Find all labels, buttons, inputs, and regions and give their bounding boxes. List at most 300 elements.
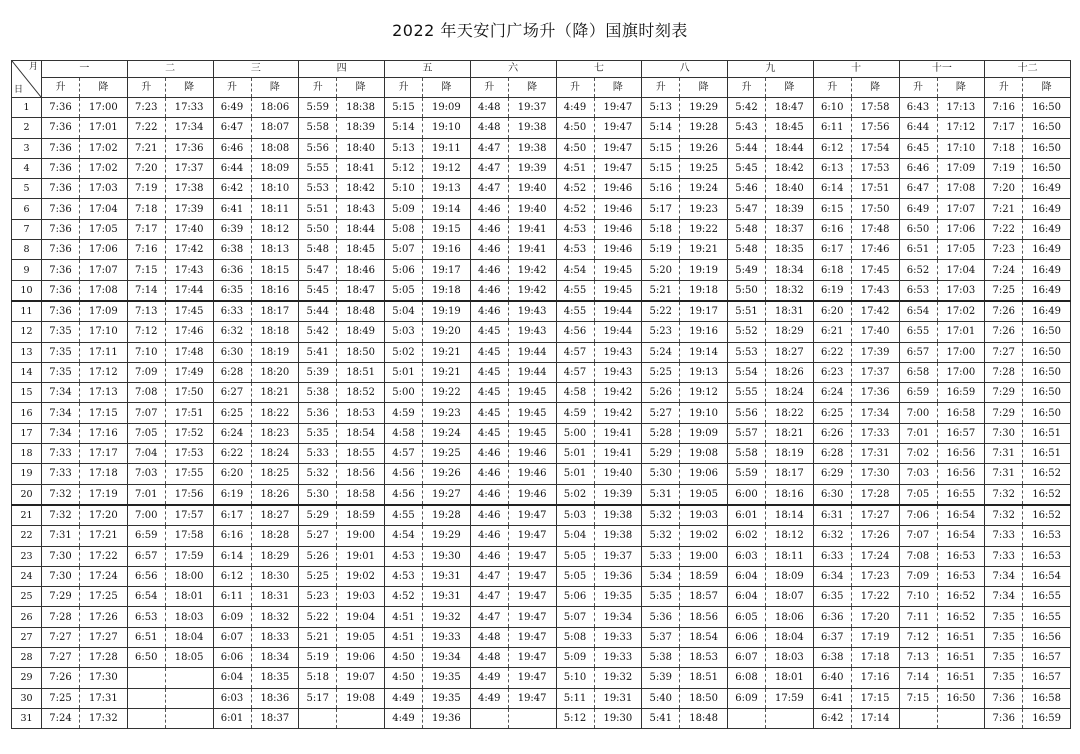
lower-time-cell: 19:47 [508, 627, 556, 647]
rise-time-cell: 5:55 [299, 158, 337, 178]
rise-time-cell: 4:47 [470, 138, 508, 158]
lower-time-cell: 17:57 [165, 505, 213, 526]
lower-time-cell: 16:50 [1023, 98, 1071, 118]
rise-time-cell: 5:07 [385, 240, 423, 260]
lower-time-cell: 19:43 [594, 342, 642, 362]
lower-time-cell: 19:10 [423, 118, 471, 138]
lower-time-cell: 17:02 [937, 301, 985, 322]
lower-time-cell: 17:49 [165, 362, 213, 382]
lower-time-cell: 16:50 [1023, 158, 1071, 178]
rise-time-cell: 4:52 [385, 587, 423, 607]
rise-time-cell: 5:06 [385, 260, 423, 280]
day-cell: 1 [12, 98, 42, 118]
lower-time-cell: 18:12 [251, 219, 299, 239]
lower-time-cell: 17:36 [165, 138, 213, 158]
rise-time-cell: 4:48 [470, 98, 508, 118]
rise-time-cell: 6:03 [728, 546, 766, 566]
lower-time-cell: 18:40 [337, 138, 385, 158]
lower-time-cell: 16:54 [937, 505, 985, 526]
table-row [12, 546, 1071, 566]
lower-time-cell: 19:12 [423, 158, 471, 178]
lower-time-cell: 18:22 [766, 403, 814, 423]
lower-time-cell: 19:28 [423, 505, 471, 526]
rise-time-cell: 5:55 [728, 383, 766, 403]
lower-time-cell: 19:46 [508, 444, 556, 464]
lower-time-cell: 19:44 [508, 362, 556, 382]
day-cell: 15 [12, 383, 42, 403]
lower-time-cell: 17:03 [937, 280, 985, 301]
lower-time-cell: 18:06 [251, 98, 299, 118]
rise-time-cell: 7:25 [42, 688, 80, 708]
lower-time-cell: 18:30 [251, 566, 299, 586]
rise-time-cell [899, 708, 937, 728]
lower-time-cell: 19:45 [594, 260, 642, 280]
page-title: 2022 年天安门广场升（降）国旗时刻表 [392, 21, 688, 40]
lower-time-cell: 18:06 [766, 607, 814, 627]
lower-time-cell: 17:13 [80, 383, 128, 403]
rise-time-cell: 5:39 [299, 362, 337, 382]
rise-time-cell: 5:15 [642, 158, 680, 178]
rise-time-cell: 4:53 [556, 240, 594, 260]
lower-time-cell: 18:17 [251, 301, 299, 322]
rise-time-cell: 7:13 [899, 648, 937, 668]
rise-time-cell: 7:36 [42, 260, 80, 280]
rise-time-cell: 4:55 [556, 301, 594, 322]
lower-time-cell: 17:34 [851, 403, 899, 423]
rise-time-cell: 4:45 [470, 383, 508, 403]
rise-time-cell: 7:36 [42, 240, 80, 260]
lower-time-cell: 17:56 [851, 118, 899, 138]
lower-time-cell: 18:50 [337, 342, 385, 362]
rise-subheader: 升 [127, 78, 165, 98]
lower-time-cell: 17:40 [851, 322, 899, 342]
day-cell: 5 [12, 179, 42, 199]
lower-time-cell: 19:33 [423, 627, 471, 647]
rise-subheader: 升 [470, 78, 508, 98]
lower-time-cell [337, 708, 385, 728]
rise-time-cell: 6:36 [813, 607, 851, 627]
rise-time-cell: 5:38 [642, 648, 680, 668]
lower-time-cell: 17:10 [80, 322, 128, 342]
lower-time-cell: 18:19 [766, 444, 814, 464]
rise-time-cell: 7:31 [42, 526, 80, 546]
rise-time-cell: 6:27 [213, 383, 251, 403]
lower-time-cell: 17:09 [80, 301, 128, 322]
rise-time-cell: 5:13 [385, 138, 423, 158]
rise-time-cell: 5:15 [385, 98, 423, 118]
rise-time-cell: 4:56 [385, 464, 423, 484]
lower-time-cell: 19:41 [594, 423, 642, 443]
rise-time-cell: 7:36 [42, 179, 80, 199]
lower-time-cell: 19:39 [508, 158, 556, 178]
rise-time-cell: 6:18 [813, 260, 851, 280]
month-header: 九 [728, 61, 814, 78]
rise-time-cell: 7:10 [899, 587, 937, 607]
rise-time-cell: 4:46 [470, 444, 508, 464]
rise-time-cell: 4:46 [470, 301, 508, 322]
rise-time-cell [728, 708, 766, 728]
lower-time-cell: 19:22 [680, 219, 728, 239]
rise-time-cell: 5:54 [728, 362, 766, 382]
table-row [12, 587, 1071, 607]
table-row [12, 118, 1071, 138]
table-row [12, 342, 1071, 362]
rise-time-cell: 4:54 [385, 526, 423, 546]
rise-time-cell: 6:35 [813, 587, 851, 607]
rise-time-cell: 6:17 [213, 505, 251, 526]
month-header: 十二 [985, 61, 1071, 78]
lower-time-cell: 18:45 [337, 240, 385, 260]
lower-time-cell: 16:50 [1023, 322, 1071, 342]
lower-time-cell: 19:29 [423, 526, 471, 546]
rise-time-cell: 6:59 [127, 526, 165, 546]
lower-time-cell: 19:46 [594, 179, 642, 199]
lower-subheader: 降 [423, 78, 471, 98]
lower-time-cell: 18:18 [251, 322, 299, 342]
lower-time-cell: 19:34 [594, 607, 642, 627]
lower-time-cell: 17:28 [851, 484, 899, 505]
rise-time-cell: 7:12 [127, 322, 165, 342]
rise-time-cell: 6:32 [813, 526, 851, 546]
lower-time-cell: 18:55 [337, 444, 385, 464]
lower-time-cell: 19:35 [423, 668, 471, 688]
lower-time-cell: 19:47 [594, 138, 642, 158]
rise-subheader: 升 [899, 78, 937, 98]
lower-time-cell: 16:51 [1023, 423, 1071, 443]
rise-time-cell: 4:47 [470, 607, 508, 627]
rise-time-cell: 6:45 [899, 138, 937, 158]
lower-time-cell: 17:16 [851, 668, 899, 688]
lower-time-cell: 19:46 [508, 464, 556, 484]
rise-time-cell: 7:05 [127, 423, 165, 443]
rise-time-cell: 7:09 [899, 566, 937, 586]
lower-time-cell: 17:11 [80, 342, 128, 362]
rise-time-cell: 6:38 [813, 648, 851, 668]
lower-time-cell: 17:22 [851, 587, 899, 607]
rise-time-cell: 6:47 [899, 179, 937, 199]
lower-time-cell: 17:43 [165, 260, 213, 280]
rise-time-cell: 4:51 [556, 158, 594, 178]
rise-time-cell: 7:05 [899, 484, 937, 505]
rise-time-cell: 4:54 [556, 260, 594, 280]
lower-time-cell: 18:48 [680, 708, 728, 728]
rise-time-cell: 7:03 [127, 464, 165, 484]
day-cell: 29 [12, 668, 42, 688]
rise-time-cell: 5:17 [299, 688, 337, 708]
lower-time-cell: 19:35 [423, 688, 471, 708]
rise-time-cell: 7:15 [127, 260, 165, 280]
rise-time-cell: 6:06 [728, 627, 766, 647]
rise-time-cell: 5:52 [728, 322, 766, 342]
rise-time-cell: 4:45 [470, 423, 508, 443]
lower-time-cell: 19:43 [594, 362, 642, 382]
lower-time-cell: 18:57 [680, 587, 728, 607]
lower-time-cell: 17:46 [851, 240, 899, 260]
lower-time-cell: 16:53 [1023, 546, 1071, 566]
lower-time-cell: 16:49 [1023, 260, 1071, 280]
lower-time-cell: 18:48 [337, 301, 385, 322]
rise-time-cell: 4:49 [556, 98, 594, 118]
rise-time-cell: 6:05 [728, 607, 766, 627]
rise-time-cell: 4:50 [556, 118, 594, 138]
rise-time-cell: 6:46 [899, 158, 937, 178]
lower-time-cell: 17:23 [851, 566, 899, 586]
rise-time-cell: 6:25 [813, 403, 851, 423]
lower-time-cell: 19:31 [423, 566, 471, 586]
lower-time-cell: 18:25 [251, 464, 299, 484]
lower-time-cell: 19:25 [423, 444, 471, 464]
rise-time-cell: 5:47 [299, 260, 337, 280]
day-cell: 3 [12, 138, 42, 158]
rise-time-cell: 7:30 [985, 423, 1023, 443]
rise-time-cell: 5:35 [299, 423, 337, 443]
rise-time-cell: 6:41 [213, 199, 251, 219]
lower-time-cell: 17:44 [165, 280, 213, 301]
lower-time-cell: 19:47 [508, 546, 556, 566]
lower-time-cell: 19:39 [594, 484, 642, 505]
rise-time-cell: 6:33 [813, 546, 851, 566]
rise-time-cell: 5:19 [642, 240, 680, 260]
rise-time-cell: 5:30 [642, 464, 680, 484]
rise-time-cell: 4:57 [385, 444, 423, 464]
day-cell: 16 [12, 403, 42, 423]
lower-time-cell: 18:26 [766, 362, 814, 382]
rise-subheader: 升 [556, 78, 594, 98]
lower-time-cell: 18:13 [251, 240, 299, 260]
rise-time-cell: 6:46 [213, 138, 251, 158]
rise-time-cell: 6:01 [728, 505, 766, 526]
rise-time-cell: 4:47 [470, 158, 508, 178]
rise-time-cell: 5:06 [556, 587, 594, 607]
lower-time-cell: 16:57 [1023, 668, 1071, 688]
lower-time-cell: 16:50 [1023, 342, 1071, 362]
lower-time-cell: 17:20 [851, 607, 899, 627]
month-header: 十一 [899, 61, 985, 78]
lower-time-cell: 17:21 [80, 526, 128, 546]
rise-time-cell: 7:22 [127, 118, 165, 138]
lower-time-cell: 18:21 [251, 383, 299, 403]
rise-time-cell: 6:09 [728, 688, 766, 708]
lower-time-cell: 19:34 [423, 648, 471, 668]
table-row [12, 708, 1071, 728]
rise-time-cell: 4:56 [385, 484, 423, 505]
lower-time-cell: 19:21 [680, 240, 728, 260]
rise-time-cell: 6:44 [899, 118, 937, 138]
lower-time-cell: 18:51 [680, 668, 728, 688]
day-cell: 12 [12, 322, 42, 342]
rise-time-cell: 5:42 [299, 322, 337, 342]
day-cell: 31 [12, 708, 42, 728]
lower-time-cell: 18:47 [766, 98, 814, 118]
lower-time-cell: 18:16 [766, 484, 814, 505]
day-cell: 27 [12, 627, 42, 647]
table-row [12, 627, 1071, 647]
rise-time-cell: 5:58 [728, 444, 766, 464]
lower-time-cell: 17:50 [165, 383, 213, 403]
rise-time-cell: 6:14 [213, 546, 251, 566]
lower-time-cell: 17:20 [80, 505, 128, 526]
table-row [12, 362, 1071, 382]
lower-time-cell: 17:19 [851, 627, 899, 647]
rise-time-cell: 5:09 [385, 199, 423, 219]
rise-time-cell: 5:32 [299, 464, 337, 484]
table-row [12, 484, 1071, 505]
lower-time-cell: 16:56 [937, 444, 985, 464]
rise-time-cell: 6:19 [213, 484, 251, 505]
rise-time-cell: 5:26 [642, 383, 680, 403]
lower-time-cell [165, 688, 213, 708]
rise-time-cell: 4:46 [470, 199, 508, 219]
lower-time-cell: 19:32 [594, 668, 642, 688]
lower-time-cell: 18:59 [680, 566, 728, 586]
rise-time-cell: 7:29 [985, 403, 1023, 423]
rise-time-cell: 6:23 [813, 362, 851, 382]
rise-time-cell: 7:01 [127, 484, 165, 505]
lower-time-cell: 16:56 [937, 464, 985, 484]
lower-time-cell: 18:37 [251, 708, 299, 728]
lower-time-cell: 17:06 [937, 219, 985, 239]
lower-time-cell: 19:16 [423, 240, 471, 260]
lower-time-cell: 16:52 [1023, 484, 1071, 505]
day-cell: 9 [12, 260, 42, 280]
rise-time-cell: 7:33 [985, 546, 1023, 566]
rise-time-cell: 4:51 [385, 627, 423, 647]
table-row [12, 322, 1071, 342]
rise-time-cell: 6:08 [728, 668, 766, 688]
rise-time-cell: 7:02 [899, 444, 937, 464]
lower-time-cell: 16:51 [937, 648, 985, 668]
lower-time-cell: 19:06 [337, 648, 385, 668]
rise-time-cell: 5:59 [728, 464, 766, 484]
month-header: 三 [213, 61, 299, 78]
lower-time-cell: 17:31 [80, 688, 128, 708]
rise-time-cell: 5:13 [642, 98, 680, 118]
day-cell: 23 [12, 546, 42, 566]
rise-subheader: 升 [985, 78, 1023, 98]
rise-time-cell: 5:07 [556, 607, 594, 627]
month-header-row [12, 61, 1071, 78]
month-header: 十 [813, 61, 899, 78]
rise-time-cell: 4:48 [470, 627, 508, 647]
rise-time-cell: 7:32 [985, 505, 1023, 526]
rise-time-cell: 7:30 [42, 546, 80, 566]
lower-time-cell: 17:27 [80, 627, 128, 647]
lower-time-cell: 19:45 [508, 423, 556, 443]
day-cell: 6 [12, 199, 42, 219]
rise-time-cell: 5:12 [556, 708, 594, 728]
table-row [12, 526, 1071, 546]
rise-time-cell: 4:55 [385, 505, 423, 526]
rise-time-cell: 7:20 [127, 158, 165, 178]
flag-schedule-table [11, 60, 1071, 729]
lower-time-cell: 19:46 [594, 199, 642, 219]
lower-time-cell: 18:34 [251, 648, 299, 668]
rise-time-cell: 4:47 [470, 566, 508, 586]
rise-time-cell: 5:51 [728, 301, 766, 322]
rise-time-cell: 6:10 [813, 98, 851, 118]
lower-time-cell: 18:53 [337, 403, 385, 423]
day-cell: 2 [12, 118, 42, 138]
rise-time-cell: 5:22 [299, 607, 337, 627]
lower-time-cell: 18:45 [766, 118, 814, 138]
lower-time-cell: 17:10 [937, 138, 985, 158]
table-row [12, 260, 1071, 280]
rise-time-cell: 7:07 [127, 403, 165, 423]
rise-time-cell: 5:29 [642, 444, 680, 464]
rise-time-cell: 5:44 [728, 138, 766, 158]
subheader-row [12, 78, 1071, 98]
rise-time-cell: 6:21 [813, 322, 851, 342]
lower-time-cell: 17:19 [80, 484, 128, 505]
rise-time-cell: 7:35 [985, 668, 1023, 688]
lower-time-cell: 18:29 [251, 546, 299, 566]
lower-time-cell: 18:56 [680, 607, 728, 627]
lower-time-cell: 17:53 [165, 444, 213, 464]
rise-time-cell: 6:35 [213, 280, 251, 301]
lower-subheader: 降 [251, 78, 299, 98]
rise-time-cell: 6:26 [813, 423, 851, 443]
rise-time-cell: 6:11 [213, 587, 251, 607]
rise-time-cell: 5:22 [642, 301, 680, 322]
lower-time-cell: 18:00 [165, 566, 213, 586]
month-header: 一 [42, 61, 128, 78]
rise-time-cell: 5:02 [556, 484, 594, 505]
lower-time-cell: 18:44 [337, 219, 385, 239]
rise-time-cell: 7:14 [899, 668, 937, 688]
lower-time-cell: 19:46 [508, 484, 556, 505]
table-row [12, 199, 1071, 219]
lower-time-cell: 19:47 [508, 648, 556, 668]
lower-time-cell: 19:00 [680, 546, 728, 566]
rise-time-cell: 6:04 [213, 668, 251, 688]
rise-time-cell: 7:35 [985, 648, 1023, 668]
lower-time-cell: 19:35 [594, 587, 642, 607]
rise-time-cell: 6:12 [813, 138, 851, 158]
lower-time-cell: 19:22 [423, 383, 471, 403]
table-row [12, 280, 1071, 301]
rise-time-cell: 7:36 [42, 199, 80, 219]
lower-time-cell: 19:47 [594, 98, 642, 118]
lower-time-cell: 16:52 [937, 607, 985, 627]
lower-time-cell: 19:44 [594, 301, 642, 322]
lower-time-cell: 19:46 [594, 219, 642, 239]
day-cell: 30 [12, 688, 42, 708]
lower-time-cell: 17:50 [851, 199, 899, 219]
rise-time-cell: 7:16 [127, 240, 165, 260]
rise-time-cell: 5:08 [385, 219, 423, 239]
rise-time-cell: 4:49 [385, 708, 423, 728]
rise-time-cell: 7:34 [985, 587, 1023, 607]
lower-time-cell: 17:15 [851, 688, 899, 708]
lower-time-cell: 19:19 [423, 301, 471, 322]
lower-time-cell: 19:47 [594, 158, 642, 178]
lower-time-cell: 16:49 [1023, 219, 1071, 239]
rise-time-cell: 5:31 [642, 484, 680, 505]
rise-time-cell: 4:46 [470, 505, 508, 526]
rise-time-cell: 5:37 [642, 627, 680, 647]
lower-time-cell: 17:39 [851, 342, 899, 362]
lower-subheader: 降 [80, 78, 128, 98]
rise-time-cell [127, 708, 165, 728]
day-cell: 11 [12, 301, 42, 322]
lower-time-cell: 18:27 [251, 505, 299, 526]
rise-time-cell: 7:20 [985, 179, 1023, 199]
rise-time-cell: 7:28 [985, 362, 1023, 382]
rise-time-cell: 7:35 [42, 322, 80, 342]
rise-time-cell: 4:48 [470, 118, 508, 138]
lower-time-cell: 18:31 [766, 301, 814, 322]
lower-time-cell: 19:05 [337, 627, 385, 647]
